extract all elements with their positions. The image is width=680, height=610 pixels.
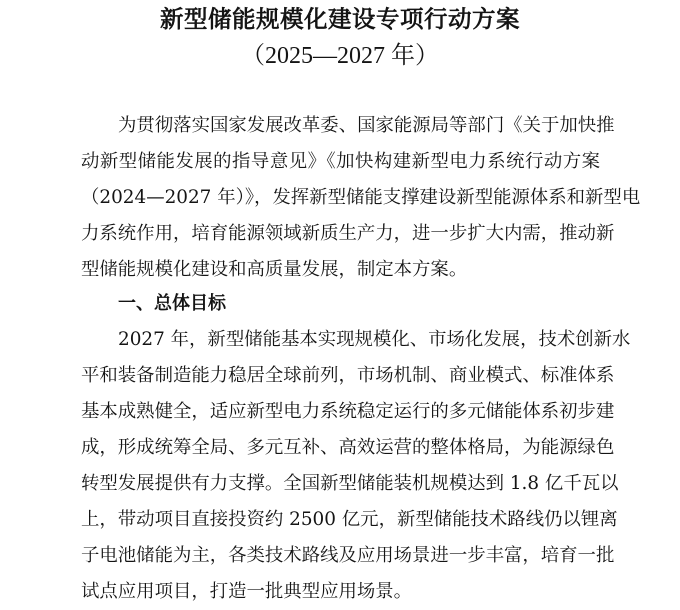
text-line: 型储能规模化建设和高质量发展，制定本方案。	[81, 259, 468, 280]
text-line: 为贯彻落实国家发展改革委、国家能源局等部门《关于加快推	[118, 115, 615, 136]
section-heading: 一、总体目标	[118, 293, 226, 314]
text-line: 基本成熟健全，适应新型电力系统稳定运行的多元储能体系初步建	[81, 401, 615, 422]
document-title: 新型储能规模化建设专项行动方案	[160, 5, 520, 33]
text-line: 子电池储能为主，各类技术路线及应用场景进一步丰富，培育一批	[81, 545, 615, 566]
document-subtitle: （2025—2027 年）	[241, 43, 439, 69]
text-line: 动新型储能发展的指导意见》《加快构建新型电力系统行动方案	[81, 151, 600, 172]
text-line: 成，形成统筹全局、多元互补、高效运营的整体格局，为能源绿色	[81, 437, 615, 458]
text-line: 力系统作用，培育能源领域新质生产力，进一步扩大内需，推动新	[81, 223, 615, 244]
text-line: （2024—2027 年）》，发挥新型储能支撑建设新型能源体系和新型电	[81, 187, 641, 208]
text-line: 平和装备制造能力稳居全球前列，市场机制、商业模式、标准体系	[81, 365, 615, 386]
intro-paragraph	[81, 108, 641, 288]
text-line: 上，带动项目直接投资约 2500 亿元，新型储能技术路线仍以锂离	[81, 509, 618, 530]
text-line: 转型发展提供有力支撑。全国新型储能装机规模达到 1.8 亿千瓦以	[81, 473, 619, 494]
text-line: 2027 年，新型储能基本实现规模化、市场化发展，技术创新水	[118, 329, 631, 350]
text-line: 试点应用项目，打造一批典型应用场景。	[81, 581, 413, 602]
goals-paragraph	[81, 322, 631, 610]
section-overall-goals	[81, 287, 600, 321]
